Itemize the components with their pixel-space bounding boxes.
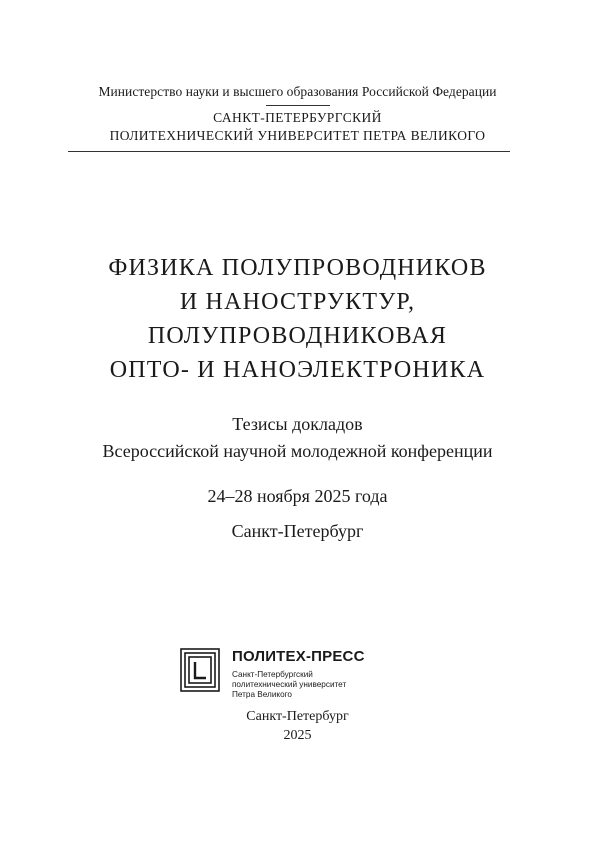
imprint-year: 2025 [283, 728, 312, 743]
university-line-1: САНКТ-ПЕТЕРБУРГСКИЙ [213, 110, 382, 125]
event-dates: 24–28 ноября 2025 года [207, 486, 388, 506]
short-divider [266, 105, 330, 106]
header-divider [68, 151, 510, 152]
title-line-2: И НАНОСТРУКТУР, [179, 289, 416, 315]
publisher-desc-line-3: Петра Великого [232, 690, 292, 699]
title-line-3: ПОЛУПРОВОДНИКОВАЯ [147, 323, 448, 349]
imprint-city: Санкт-Петербург [246, 709, 349, 724]
university-line-2: ПОЛИТЕХНИЧЕСКИЙ УНИВЕРСИТЕТ ПЕТРА ВЕЛИКОГО [109, 128, 486, 143]
publisher-desc-line-1: Санкт-Петербургский [232, 670, 313, 679]
title-line-1: ФИЗИКА ПОЛУПРОВОДНИКОВ [108, 255, 487, 281]
event-city: Санкт-Петербург [231, 521, 364, 541]
publisher-name: ПОЛИТЕХ-ПРЕСС [232, 648, 365, 665]
ministry-line: Министерство науки и высшего образования Российской Федерации [98, 84, 497, 99]
subtitle-line-1: Тезисы докладов [232, 414, 363, 434]
subtitle-line-2: Всероссийской научной молодежной конференции [102, 441, 493, 461]
publisher-desc-line-2: политехнический университет [232, 680, 347, 689]
polytech-press-logo-icon [180, 648, 220, 692]
title-line-4: ОПТО- И НАНОЭЛЕКТРОНИКА [109, 357, 486, 383]
